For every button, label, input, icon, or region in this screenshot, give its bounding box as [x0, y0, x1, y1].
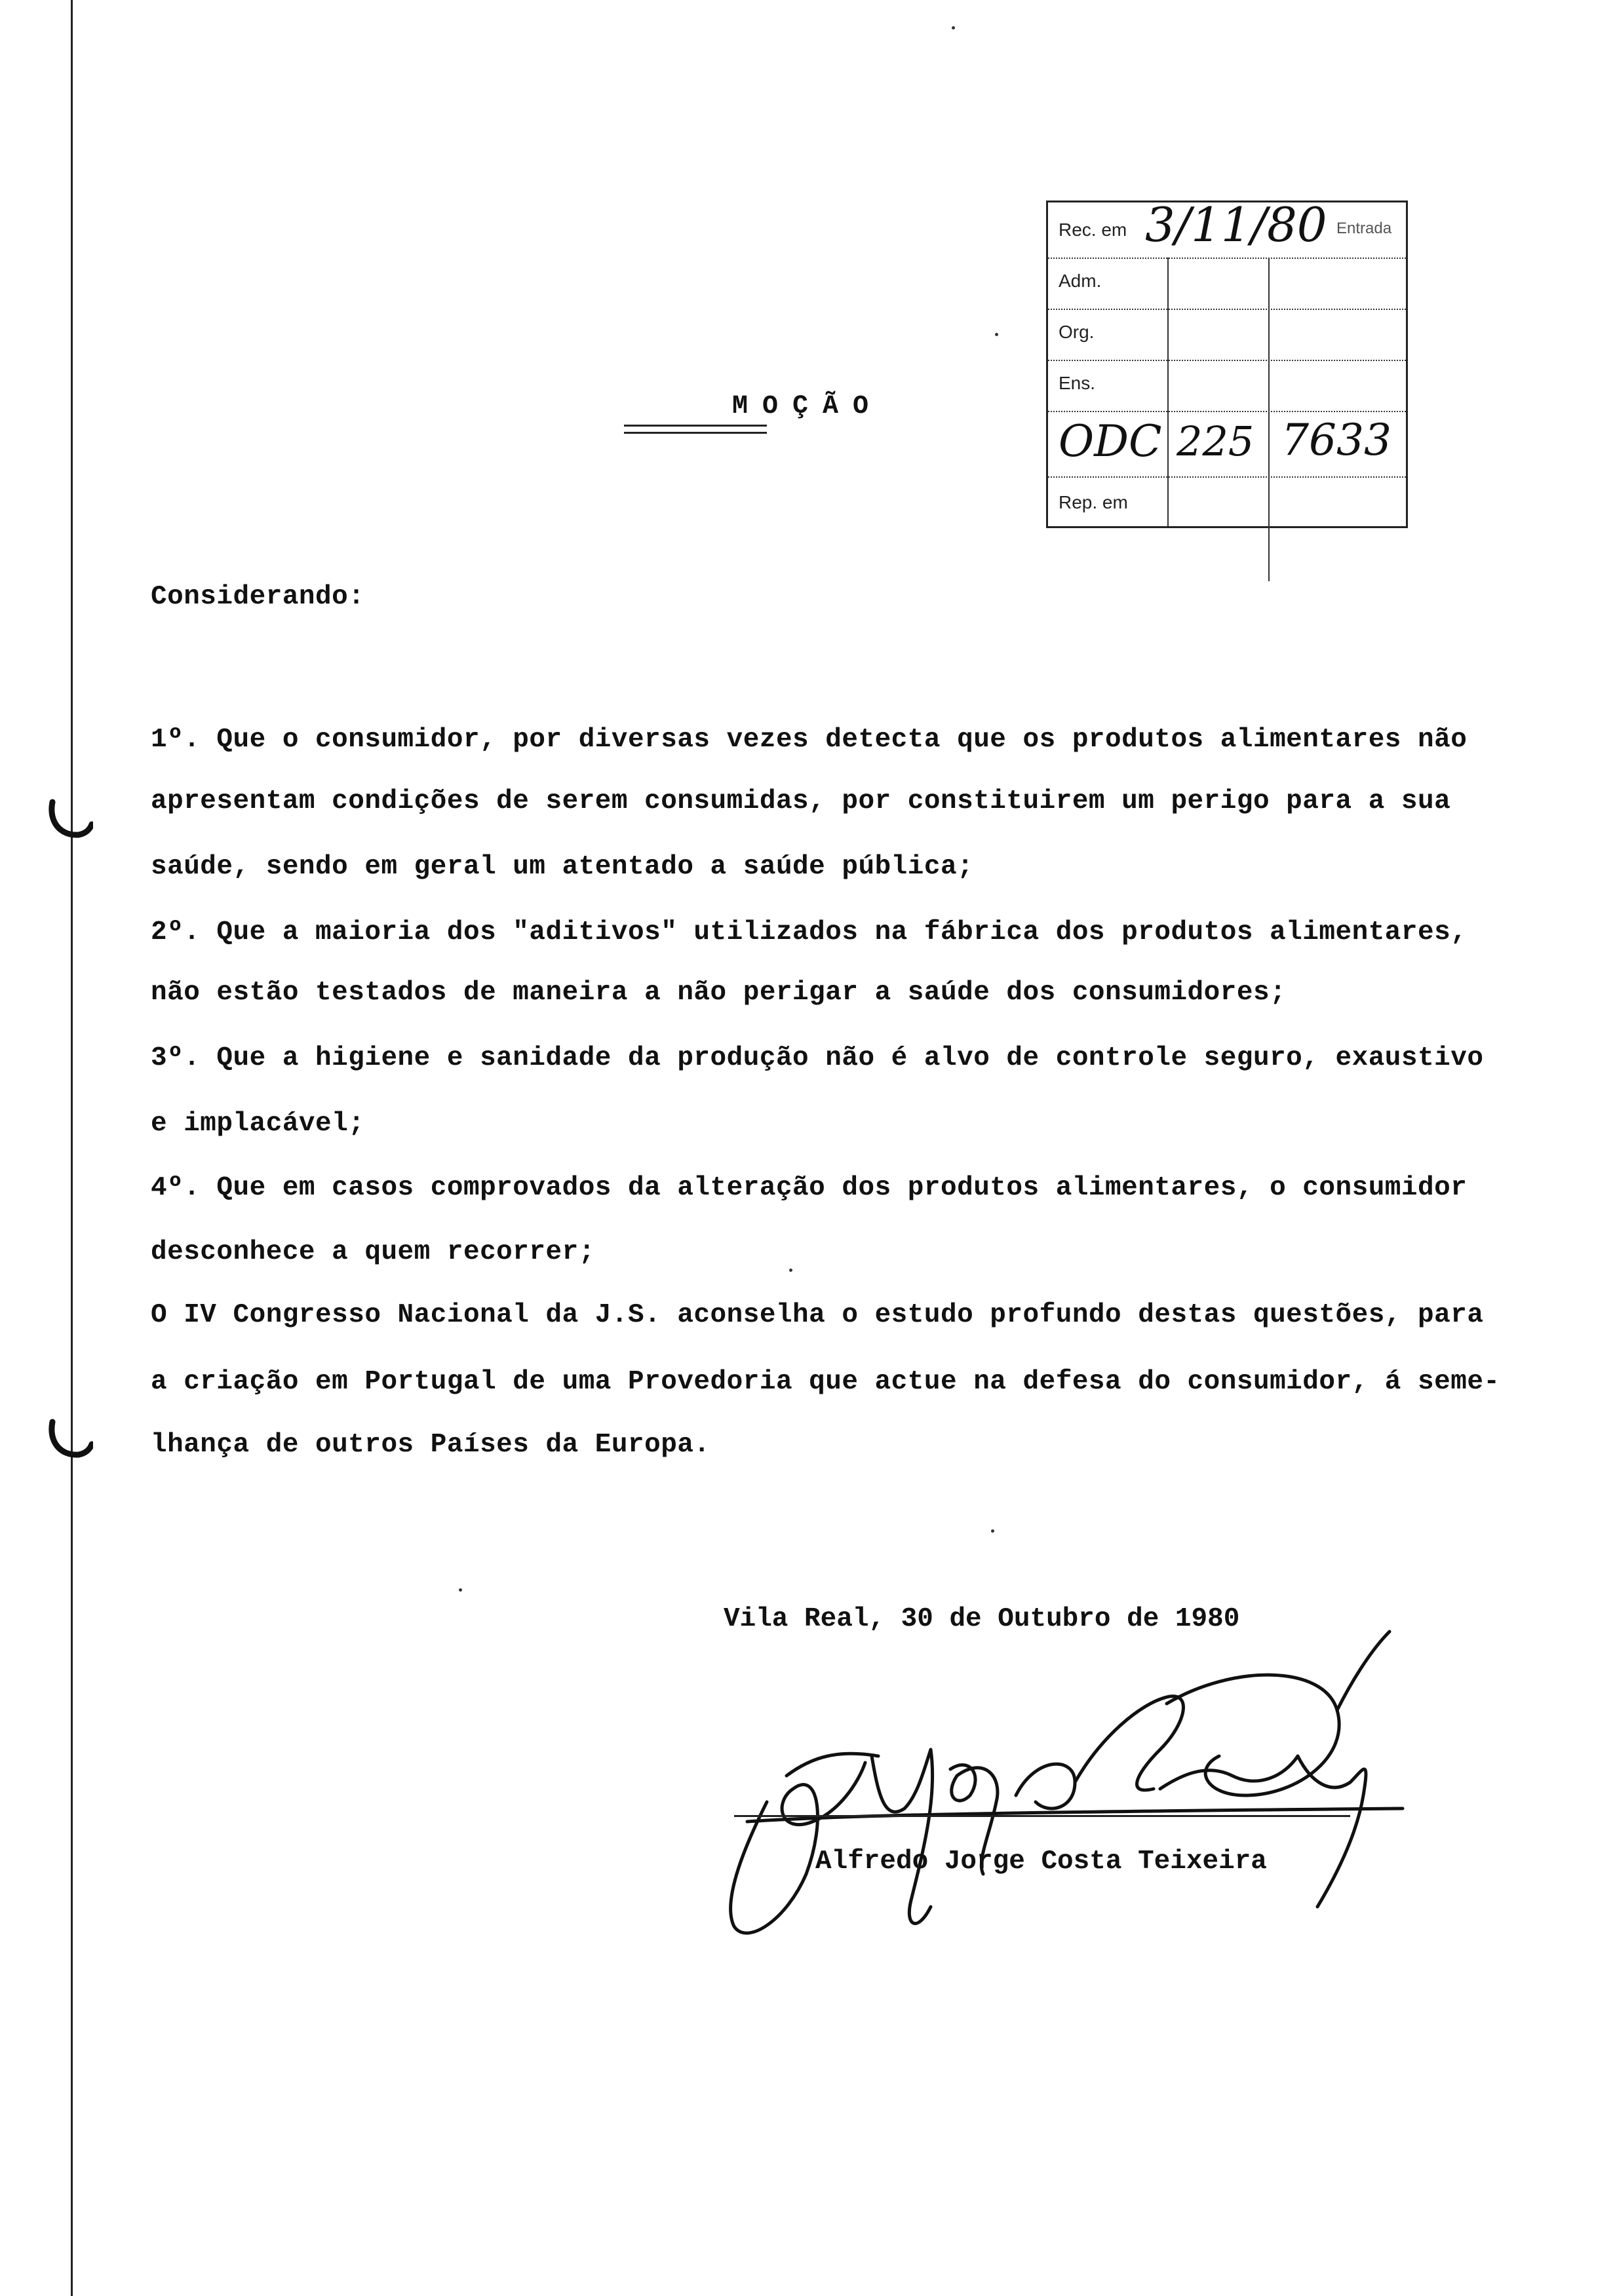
- stamp-row-rep: [1048, 476, 1406, 526]
- body-line: Considerando:: [151, 582, 365, 612]
- stamp-code-mid: 225: [1177, 417, 1255, 465]
- body-line: O IV Congresso Nacional da J.S. aconselha o estudo profundo destas questões, para: [151, 1300, 1484, 1330]
- signature-line: [734, 1815, 1350, 1817]
- body-line: apresentam condições de serem consumidas, por constituirem um perigo para a sua: [151, 786, 1451, 816]
- scan-speck: [789, 1269, 792, 1272]
- place-and-date: Vila Real, 30 de Outubro de 1980: [724, 1604, 1240, 1634]
- stamp-received-label: Rec. em: [1059, 220, 1127, 240]
- stamp-code-left: ODC: [1059, 416, 1162, 467]
- stamp-received-date: 3/11/80: [1145, 197, 1327, 252]
- title-underline: [624, 425, 767, 434]
- scan-speck: [459, 1588, 462, 1592]
- body-line: desconhece a quem recorrer;: [151, 1237, 595, 1267]
- body-line: saúde, sendo em geral um atentado a saúde pública;: [151, 852, 974, 882]
- stamp-code-right: 7633: [1281, 415, 1391, 465]
- body-line: 2º. Que a maioria dos "aditivos" utilizados na fábrica dos produtos alimentares,: [151, 917, 1468, 947]
- stamp-entrada-label: Entrada: [1336, 220, 1392, 237]
- scan-speck: [991, 1529, 994, 1533]
- document-title: MOÇÃO: [731, 392, 884, 421]
- stamp-row-label: Adm.: [1059, 271, 1102, 291]
- body-line: lhança de outros Países da Europa.: [151, 1430, 710, 1460]
- signer-name: Alfredo Jorge Costa Teixeira: [815, 1846, 1267, 1877]
- body-line: não estão testados de maneira a não perigar a saúde dos consumidores;: [151, 978, 1287, 1008]
- scan-speck: [995, 333, 998, 336]
- binding-margin-line: [71, 0, 73, 2296]
- stamp-row-adm: [1048, 258, 1406, 310]
- punch-hole-icon: [47, 1415, 93, 1461]
- stamp-row-label: Ens.: [1059, 373, 1096, 393]
- handwritten-signature: [708, 1625, 1442, 1953]
- stamp-rep-label: Rep. em: [1059, 492, 1128, 512]
- scan-speck: [952, 26, 955, 29]
- registry-stamp: [1046, 197, 1408, 528]
- body-line: 4º. Que em casos comprovados da alteração dos produtos alimentares, o consumidor: [151, 1173, 1468, 1203]
- stamp-row-received: [1048, 197, 1406, 259]
- punch-hole-icon: [47, 795, 93, 841]
- body-line: e implacável;: [151, 1109, 365, 1139]
- body-line: 1º. Que o consumidor, por diversas vezes detecta que os produtos alimentares não: [151, 725, 1468, 755]
- body-line: 3º. Que a higiene e sanidade da produção não é alvo de controle seguro, exaustivo: [151, 1043, 1484, 1073]
- body-line: a criação em Portugal de uma Provedoria que actue na defesa do consumidor, á seme-: [151, 1367, 1500, 1397]
- stamp-row-org: [1048, 309, 1406, 361]
- stamp-row-label: Org.: [1059, 322, 1095, 342]
